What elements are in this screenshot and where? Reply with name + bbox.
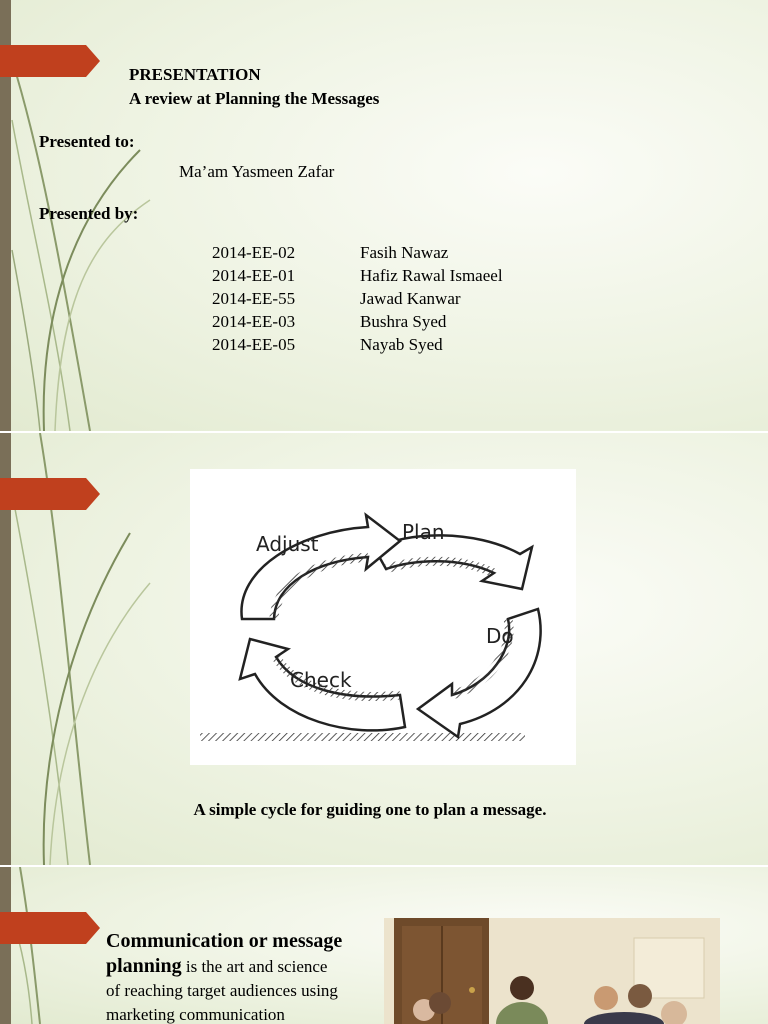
member-row <box>212 243 612 266</box>
cycle-label-plan: Plan <box>402 520 445 544</box>
pdca-cycle-image <box>190 469 576 765</box>
member-name: Nayab Syed <box>360 335 443 354</box>
cycle-caption: A simple cycle for guiding one to plan a message. <box>193 800 547 819</box>
presented-to-name: Ma’am Yasmeen Zafar <box>179 162 335 181</box>
meeting-photo <box>384 918 720 1024</box>
presentation-subtitle: A review at Planning the Messages <box>129 89 380 108</box>
member-id: 2014-EE-05 <box>212 335 296 354</box>
slide-3 <box>0 867 768 1024</box>
member-name: Fasih Nawaz <box>360 243 449 262</box>
definition-line-3: of reaching target audiences using <box>106 981 338 1000</box>
member-row <box>212 335 612 358</box>
presented-to-label: Presented to: <box>39 132 135 151</box>
cycle-label-check: Check <box>290 668 352 692</box>
communication-definition <box>106 929 376 1024</box>
member-id: 2014-EE-55 <box>212 289 296 308</box>
definition-line-1 <box>106 929 376 954</box>
member-id: 2014-EE-02 <box>212 243 296 262</box>
definition-heading-term: planning <box>106 955 182 977</box>
member-id: 2014-EE-01 <box>212 266 296 285</box>
definition-line-2 <box>106 954 376 979</box>
presented-by-label: Presented by: <box>39 204 139 223</box>
definition-heading: Communication or message <box>106 930 343 952</box>
definition-body: is the art and science <box>181 957 328 976</box>
arrow-tab-icon <box>0 912 100 944</box>
member-name: Hafiz Rawal Ismaeel <box>360 266 503 285</box>
cycle-label-adjust: Adjust <box>256 532 319 556</box>
member-row <box>212 312 612 335</box>
slide-1 <box>0 0 768 431</box>
cycle-label-do: Do <box>486 624 514 648</box>
member-id: 2014-EE-03 <box>212 312 296 331</box>
member-row <box>212 266 612 289</box>
member-name: Jawad Kanwar <box>360 289 461 308</box>
member-name: Bushra Syed <box>360 312 447 331</box>
definition-line-4: marketing communication <box>106 1005 285 1024</box>
presentation-title: PRESENTATION <box>129 65 261 84</box>
arrow-tab-icon <box>0 45 100 77</box>
slide-2 <box>0 433 768 865</box>
member-row <box>212 289 612 312</box>
arrow-tab-icon <box>0 478 100 510</box>
